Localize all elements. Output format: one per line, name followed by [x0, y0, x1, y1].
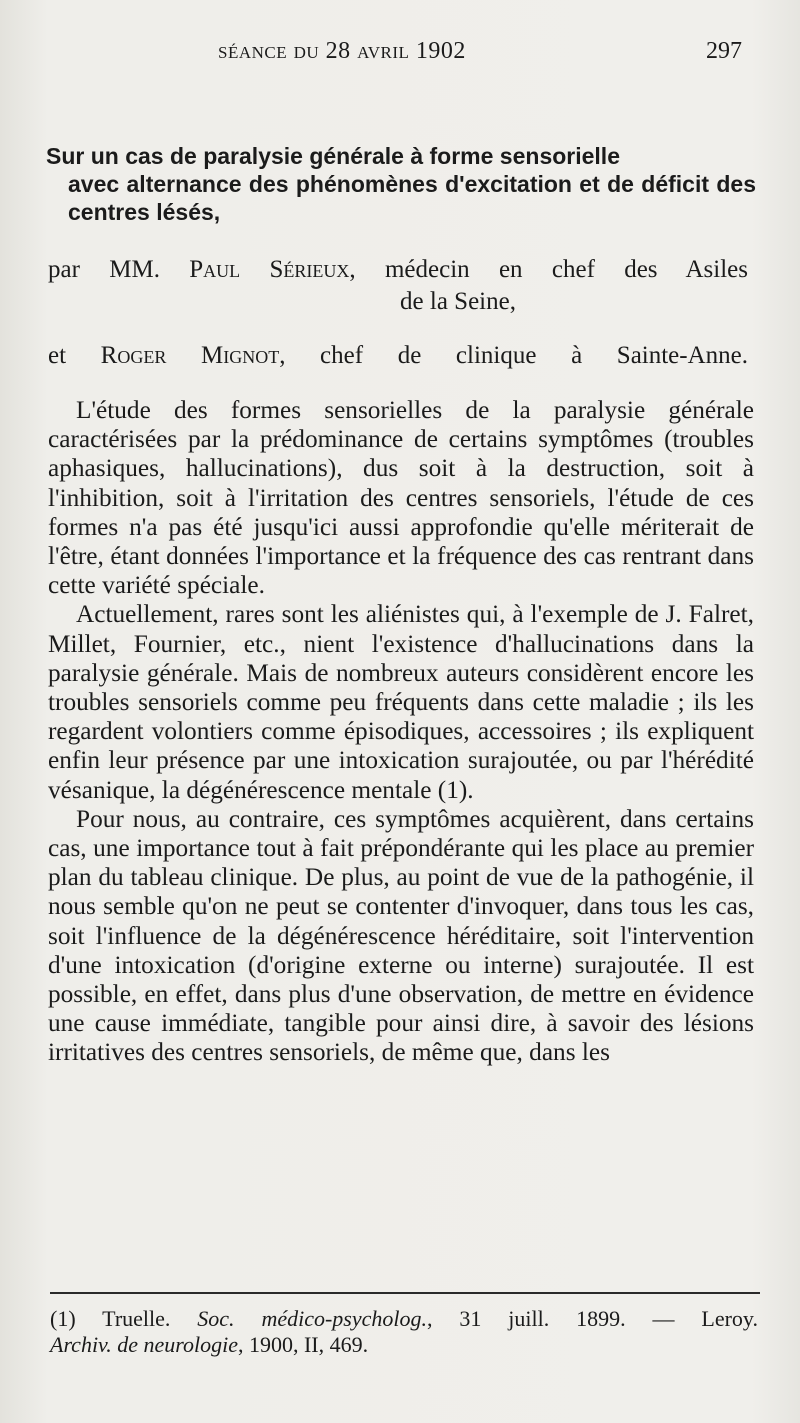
article-title: [46, 142, 756, 226]
byline-role-2: , chef de clinique à Sainte-Anne.: [279, 342, 749, 369]
footnote-divider: [50, 1292, 760, 1294]
footnote-ref-2: , 1900, II, 469.: [237, 1332, 369, 1357]
footnote-journal-2: Archiv. de neurologie: [50, 1332, 238, 1357]
byline-line-3: [48, 340, 748, 372]
byline-line-2: de la Seine,: [400, 288, 516, 315]
footnote: [50, 1306, 758, 1358]
article-body: [48, 396, 754, 1068]
title-line-2: avec alternance des phénomènes d'excitation et de déficit des centres lésés,: [68, 171, 756, 225]
running-header: [48, 38, 748, 72]
page-number: 297: [706, 38, 742, 64]
author-name-2: Roger Mignot: [100, 342, 280, 369]
byline-role-1: , médecin en chef des Asiles: [349, 256, 748, 283]
footnote-author-1: Truelle.: [102, 1306, 171, 1331]
running-head: séance du 28 avril 1902: [218, 38, 466, 64]
footnote-ref-1: , 31 juill. 1899. — Leroy.: [427, 1306, 758, 1331]
footnote-journal-1: Soc. médico-psycholog.: [197, 1306, 428, 1331]
paragraph-1: L'étude des formes sensorielles de la paralysie générale caractérisées par la prédominance de certains symptômes (troubles aphasiques, hallucinations), dus soit à la destruction, soit à l'inhibition, soit à l'irritation des centres sensoriels, l'étude de ces formes n'a pas été jusqu'ici aussi approfondie qu'elle mériterait de l'être, étant données l'importance et la fréquence des cas rentrant dans cette variété spéciale.: [48, 396, 754, 600]
footnote-line-2: [50, 1332, 368, 1357]
byline-conjunction: et: [48, 342, 67, 369]
footnote-marker: (1): [50, 1306, 76, 1331]
title-line-1: Sur un cas de paralysie générale à forme sensorielle: [46, 143, 620, 169]
byline-prefix: par MM.: [48, 256, 160, 283]
byline-line-1: [48, 254, 748, 286]
footnote-line-1: [50, 1306, 758, 1332]
author-byline: [48, 254, 748, 372]
paragraph-3: Pour nous, au contraire, ces symptômes acquièrent, dans certains cas, une importance tout à fait prépondérante qui les place au premier plan du tableau clinique. De plus, au point de vue de la pathogénie, il nous semble qu'on ne peut se contenter d'invoquer, dans tous les cas, soit l'influence de la dégénérescence héréditaire, soit l'intervention d'une intoxication (d'origine externe ou interne) surajoutée. Il est possible, en effet, dans plus d'une observation, de mettre en évidence une cause immédiate, tangible pour ainsi dire, à savoir des lésions irritatives des centres sensoriels, de même que, dans les: [48, 804, 754, 1067]
author-name-1: Paul Sérieux: [189, 256, 350, 283]
paragraph-2: Actuellement, rares sont les aliénistes qui, à l'exemple de J. Falret, Millet, Fournier, etc., nient l'existence d'hallucinations dans la paralysie générale. Mais de nombreux auteurs considèrent encore les troubles sensoriels comme peu fréquents dans cette maladie ; ils les regardent volontiers comme épisodiques, accessoires ; ils expliquent enfin leur présence par une intoxication surajoutée, ou par l'hérédité vésanique, la dégénérescence mentale (1).: [48, 600, 754, 804]
